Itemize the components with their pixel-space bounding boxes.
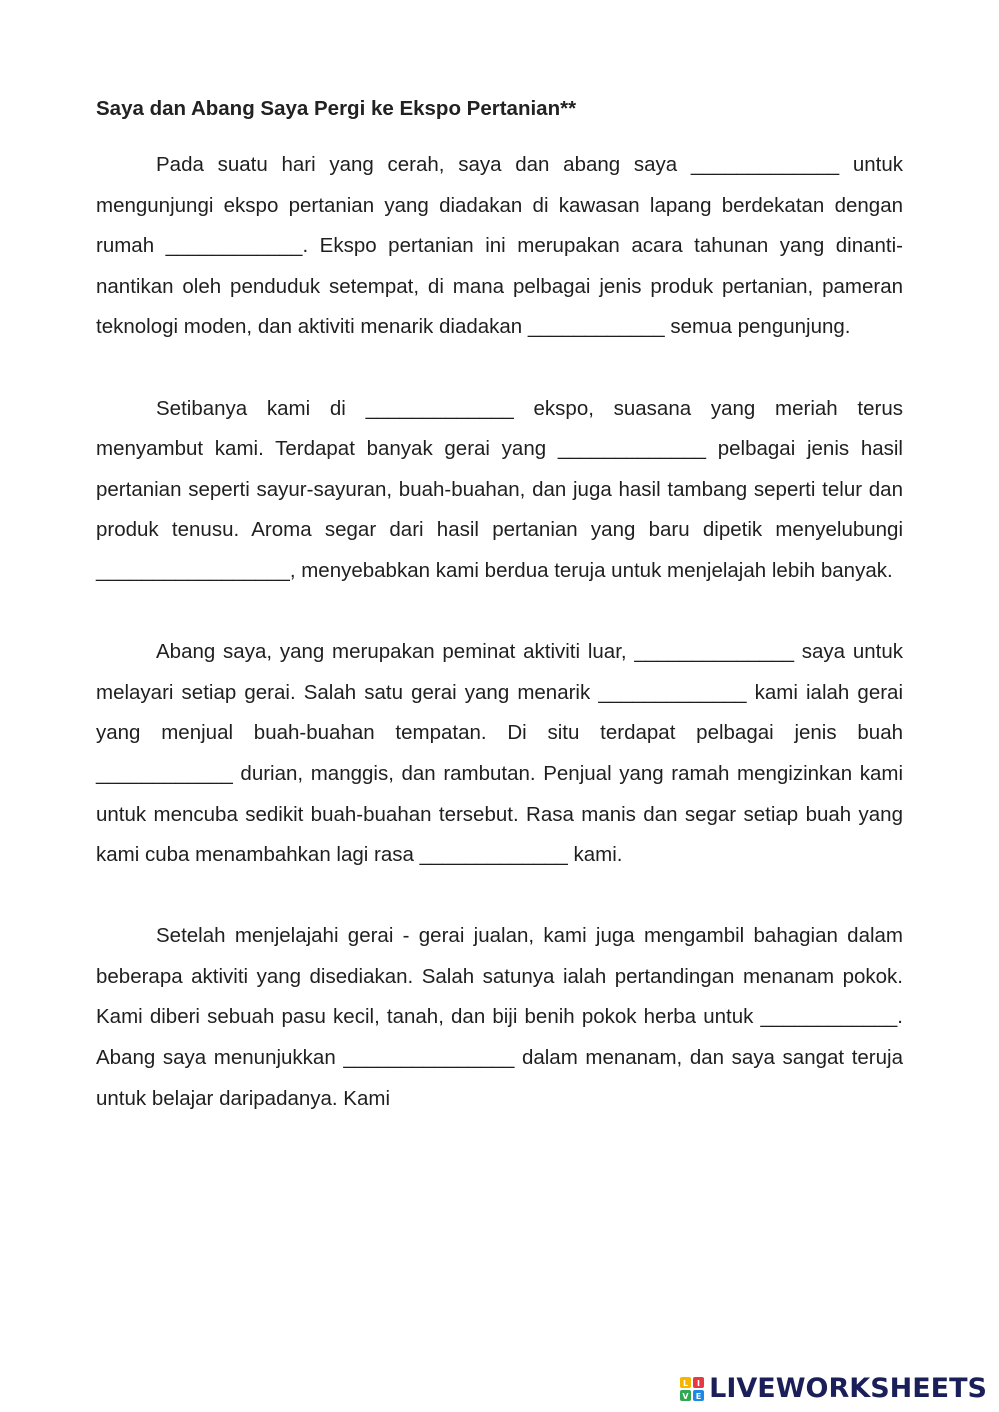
svg-text:I: I: [697, 1378, 701, 1388]
paragraph-3: Abang saya, yang merupakan peminat aktiviti luar, ______________ saya untuk melayari setiap gerai. Salah satu gerai yang menarik _____________ kami ialah gerai yang menjual buah-buahan tempatan. Di situ terdapat pelbagai jenis buah ____________ durian, manggis, dan rambutan. Penjual yang ramah mengizinkan kami untuk mencuba sedikit buah-buahan tersebut. Rasa manis dan segar setiap buah yang kami cuba menambahkan lagi rasa _____________ kami.: [96, 640, 903, 867]
svg-text:L: L: [683, 1378, 689, 1388]
liveworksheets-logo-icon: [679, 1376, 705, 1402]
svg-text:V: V: [682, 1391, 689, 1401]
paragraph-2: Setibanya kami di _____________ ekspo, suasana yang meriah terus menyambut kami. Terdapat banyak gerai yang _____________ pelbagai jenis hasil pertanian seperti sayur-sayuran, buah-buahan, dan juga hasil tambang seperti telur dan produk tenusu. Aroma segar dari hasil pertanian yang baru dipetik menyelubungi _________________, menyebabkan kami berdua teruja untuk menjelajah lebih banyak.: [96, 396, 903, 582]
liveworksheets-branding: [679, 1373, 987, 1404]
paragraph-1: Pada suatu hari yang cerah, saya dan abang saya _____________ untuk mengunjungi ekspo pertanian yang diadakan di kawasan lapang berdekatan dengan rumah ____________. Ekspo pertanian ini merupakan acara tahunan yang dinanti-nantikan oleh penduduk setempat, di mana pelbagai jenis produk pertanian, pameran teknologi moden, dan aktiviti menarik diadakan ____________ semua pengunjung.: [96, 153, 903, 339]
liveworksheets-wordmark: LIVEWORKSHEETS: [709, 1373, 987, 1404]
worksheet-page: [96, 95, 903, 1160]
paragraph-4: Setelah menjelajahi gerai - gerai jualan, kami juga mengambil bahagian dalam beberapa aktiviti yang disediakan. Salah satunya ialah pertandingan menanam pokok. Kami diberi sebuah pasu kecil, tanah, dan biji benih pokok herba untuk ____________. Abang saya menunjukkan _______________ dalam menanam, dan saya sangat teruja untuk belajar daripadanya. Kami: [96, 924, 903, 1110]
document-title: Saya dan Abang Saya Pergi ke Ekspo Pertanian**: [96, 97, 577, 120]
svg-text:E: E: [695, 1391, 702, 1401]
